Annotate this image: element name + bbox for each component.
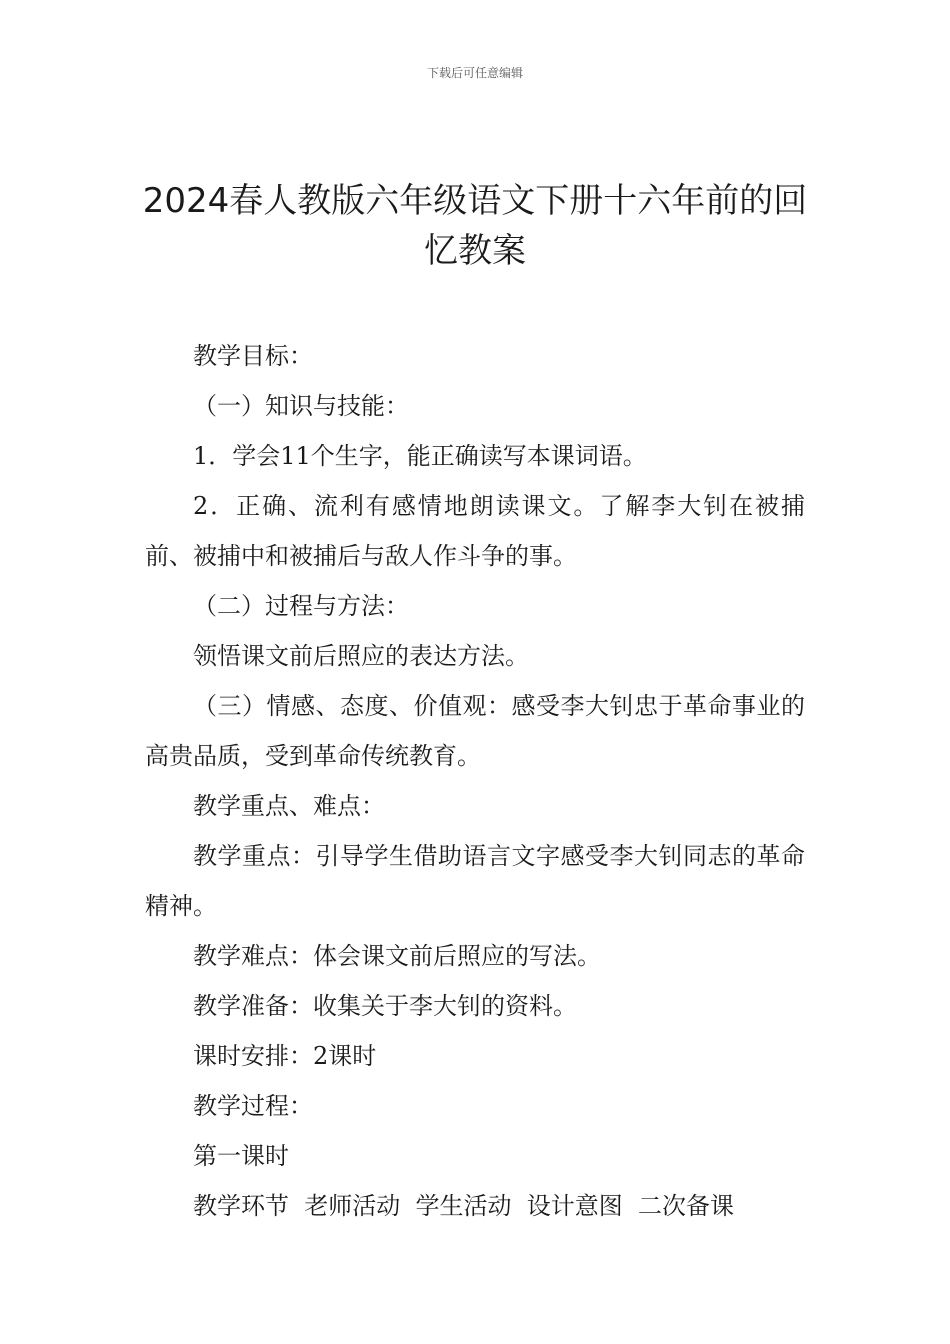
paragraph: 教学重点、难点： bbox=[193, 792, 385, 820]
document-title: 2024春人教版六年级语文下册十六年前的回忆教案 bbox=[142, 181, 808, 271]
document-body bbox=[145, 331, 805, 1231]
paragraph: （三）情感、态度、价值观：感受李大钊忠于革命事业的高贵品质，受到革命传统教育。 bbox=[145, 692, 805, 770]
paragraph: 领悟课文前后照应的表达方法。 bbox=[193, 642, 529, 670]
paragraph: 教学过程： bbox=[193, 1092, 313, 1120]
paragraph: 教学准备：收集关于李大钊的资料。 bbox=[193, 992, 577, 1020]
page-header: 下载后可任意编辑 bbox=[426, 66, 523, 80]
paragraph: 1．学会11个生字，能正确读写本课词语。 bbox=[193, 442, 647, 470]
paragraph: 教学难点：体会课文前后照应的写法。 bbox=[193, 942, 601, 970]
paragraph: 教学环节 老师活动 学生活动 设计意图 二次备课 bbox=[193, 1192, 735, 1220]
paragraph: 课时安排：2课时 bbox=[193, 1042, 377, 1070]
paragraph: （一）知识与技能： bbox=[193, 392, 409, 420]
paragraph: 第一课时 bbox=[193, 1142, 289, 1170]
paragraph: （二）过程与方法： bbox=[193, 592, 409, 620]
paragraph: 教学目标： bbox=[193, 342, 313, 370]
paragraph: 教学重点：引导学生借助语言文字感受李大钊同志的革命精神。 bbox=[145, 842, 805, 920]
paragraph: 2．正确、流利有感情地朗读课文。了解李大钊在被捕前、被捕中和被捕后与敌人作斗争的事。 bbox=[145, 492, 805, 570]
